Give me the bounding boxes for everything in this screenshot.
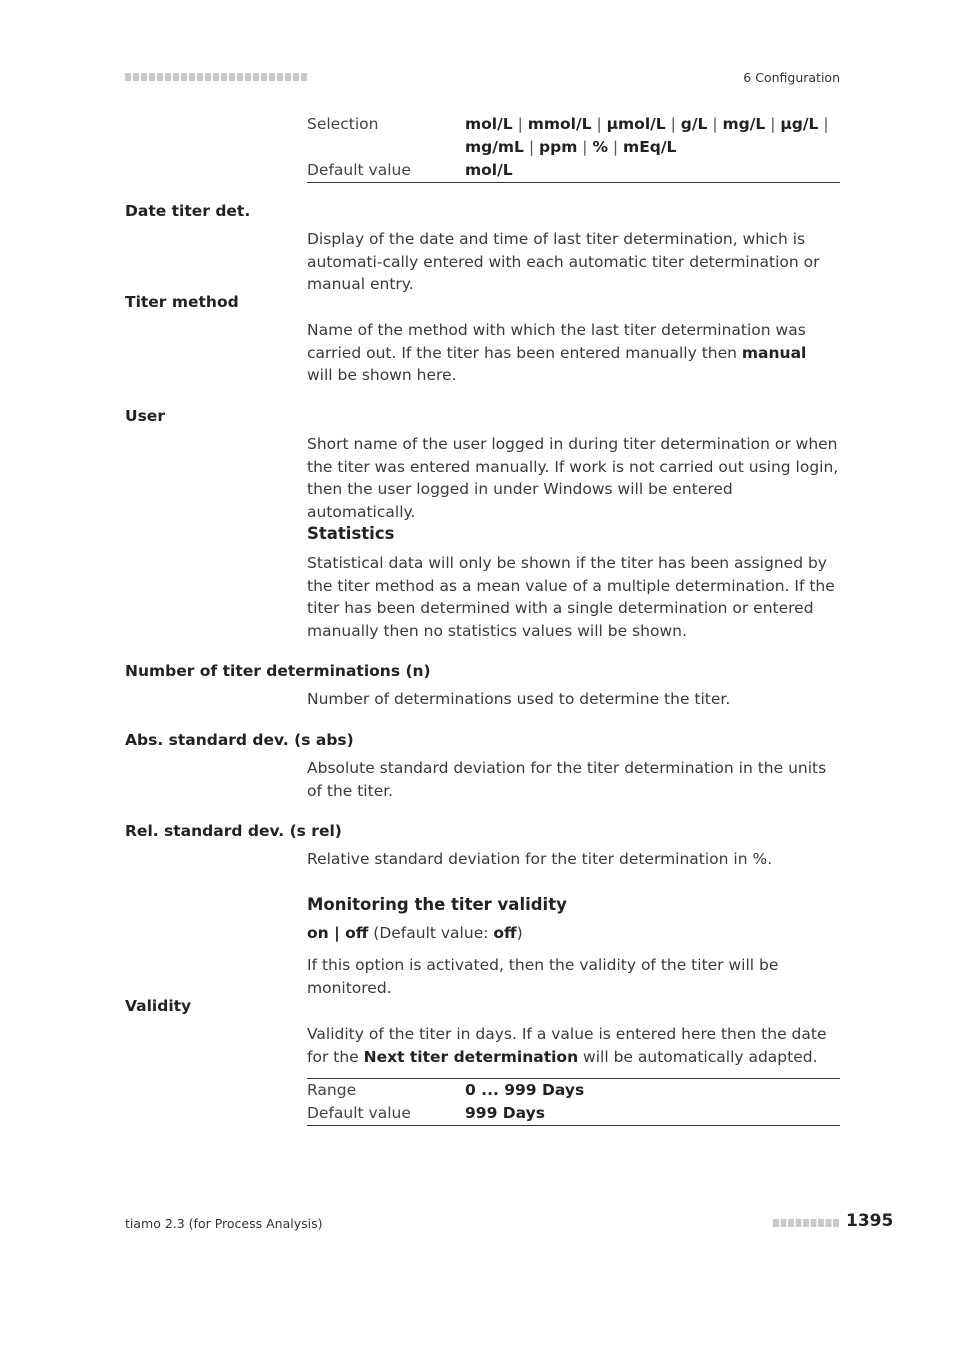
- range-value: 0 ... 999 Days: [465, 1081, 585, 1099]
- option-separator: |: [577, 138, 593, 156]
- selection-option: µmol/L: [606, 115, 666, 133]
- desc-n-determinations: Number of determinations used to determine the titer.: [307, 690, 731, 708]
- option-separator: |: [818, 115, 829, 133]
- option-separator: |: [523, 138, 540, 156]
- header-decoration: [125, 73, 307, 81]
- desc-monitoring: If this option is activated, then the validity of the titer will be monitored.: [307, 956, 779, 997]
- desc-user: Short name of the user logged in during titer determination or when the titer was entered manually. If work is not carried out using login, then the user logged in under Windows will be entered automatically.: [307, 435, 839, 521]
- monitoring-options: on | off: [307, 924, 369, 942]
- page-number: 1395: [846, 1211, 894, 1231]
- selection-option: mmol/L: [527, 115, 592, 133]
- desc-validity-text2: will be automatically adapted.: [578, 1047, 818, 1066]
- desc-rel-sd: Relative standard deviation for the titer determination in %.: [307, 850, 773, 868]
- desc-abs-sd: Absolute standard deviation for the titer determination in the units of the titer.: [307, 759, 827, 800]
- selection-label: Selection: [307, 115, 379, 133]
- option-separator: |: [607, 138, 624, 156]
- chapter-title: 6 Configuration: [743, 70, 840, 85]
- default-label: Default value: [307, 161, 411, 179]
- desc-titer-method-bold: manual: [741, 343, 807, 362]
- selection-option: mg/L: [722, 115, 766, 133]
- footer-decoration: [773, 1219, 840, 1227]
- heading-statistics: Statistics: [307, 524, 395, 543]
- option-separator: |: [707, 115, 723, 133]
- selection-option: ppm: [539, 138, 578, 156]
- selection-option: mol/L: [465, 115, 513, 133]
- heading-monitoring: Monitoring the titer validity: [307, 895, 567, 914]
- desc-validity-text1: Validity of the titer in days. If a value is entered here then the date for the: [307, 1025, 827, 1066]
- selection-option: mEq/L: [623, 138, 677, 156]
- term-user: User: [125, 407, 165, 425]
- selection-option: µg/L: [780, 115, 819, 133]
- term-validity: Validity: [125, 997, 192, 1015]
- desc-titer-method-text2: will be shown here.: [307, 366, 457, 384]
- desc-validity: [307, 1023, 842, 1068]
- validity-table: [307, 1078, 840, 1126]
- validity-default-value: 999 Days: [465, 1104, 545, 1122]
- term-n-determinations: Number of titer determinations (n): [125, 662, 431, 680]
- term-rel-sd: Rel. standard dev. (s rel): [125, 822, 342, 840]
- range-label: Range: [307, 1081, 357, 1099]
- option-separator: |: [591, 115, 607, 133]
- monitoring-options-line: [307, 922, 842, 945]
- unit-selection-table: [307, 113, 840, 183]
- term-abs-sd: Abs. standard dev. (s abs): [125, 731, 354, 749]
- term-date-titer: Date titer det.: [125, 202, 251, 220]
- desc-validity-bold: Next titer determination: [363, 1047, 579, 1066]
- monitoring-default-suffix: ): [516, 924, 523, 942]
- option-separator: |: [665, 115, 681, 133]
- footer-product: tiamo 2.3 (for Process Analysis): [125, 1216, 323, 1231]
- selection-options: [465, 113, 840, 159]
- desc-date-titer: Display of the date and time of last titer determination, which is automati-cally entered with each automatic titer determination or manual entry.: [307, 230, 820, 293]
- selection-option: g/L: [680, 115, 708, 133]
- monitoring-default-value: off: [493, 924, 517, 942]
- validity-default-label: Default value: [307, 1104, 411, 1122]
- option-separator: |: [765, 115, 781, 133]
- default-value: mol/L: [465, 161, 513, 179]
- selection-option: mg/mL: [465, 138, 524, 156]
- term-titer-method: Titer method: [125, 293, 239, 311]
- monitoring-default-prefix: (Default value:: [373, 924, 494, 942]
- desc-statistics: Statistical data will only be shown if the titer has been assigned by the titer method as a mean value of a multiple determination. If the titer has been determined with a single determination or entered manually then no statistics values will be shown.: [307, 554, 835, 640]
- desc-titer-method-text1: Name of the method with which the last titer determination was carried out. If the titer has been entered manually then: [307, 321, 806, 362]
- selection-option: %: [592, 138, 608, 156]
- desc-titer-method: [307, 319, 832, 387]
- option-separator: |: [512, 115, 528, 133]
